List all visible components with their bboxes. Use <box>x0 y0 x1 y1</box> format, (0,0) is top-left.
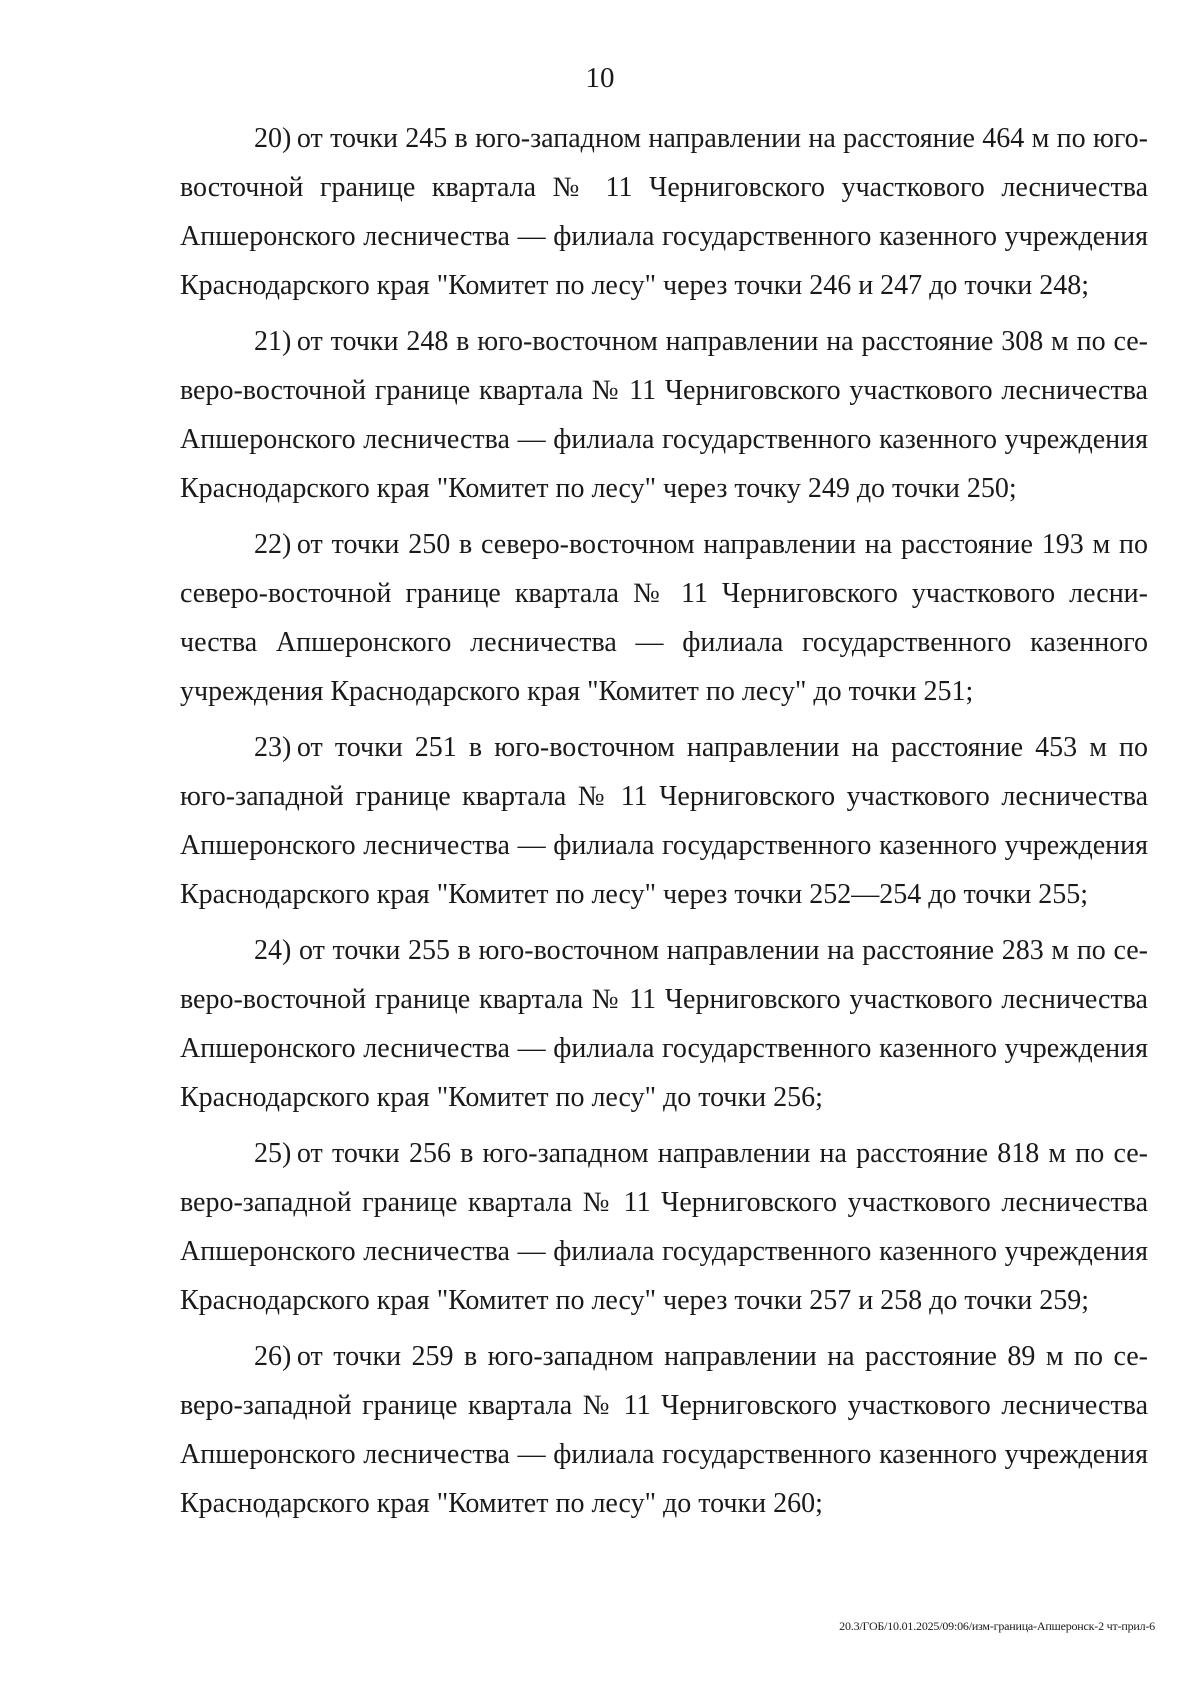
document-footer-code: 20.3/ГОБ/10.01.2025/09:06/изм-граница-Апшеронск-2 чт-прил-6 <box>839 1619 1155 1633</box>
document-body <box>180 114 1148 1535</box>
paragraph-23: 23) от точки 251 в юго-восточном направлении на расстояние 453 м по юго-западной границе квартала № 11 Черниговского участкового лесничества Апшеронского лесничества — филиала государственного казенного учреждения Краснодарского края "Комитет по лесу" через точки 252—254 до точки 255; <box>180 732 1148 910</box>
paragraph-25: 25) от точки 256 в юго-западном направлении на расстояние 818 м по северо-западной границе квартала № 11 Черниговского участкового лесничества Апшеронского лесничества — филиала государственного казенного учреждения Краснодарского края "Комитет по лесу" через точки 257 и 258 до точки 259; <box>180 1138 1148 1316</box>
paragraph-26: 26) от точки 259 в юго-западном направлении на расстояние 89 м по северо-западной границе квартала № 11 Черниговского участкового лесничества Апшеронского лесничества — филиала государственного казенного учреждения Краснодарского края "Комитет по лесу" до точки 260; <box>180 1341 1148 1519</box>
paragraph-22: 22) от точки 250 в северо-восточном направлении на расстояние 193 м по северо-восточной границе квартала № 11 Черниговского участкового лесничества Апшеронского лесничества — филиала государственного казенного учреждения Краснодарского края "Комитет по лесу" до точки 251; <box>180 529 1148 707</box>
paragraph-20: 20) от точки 245 в юго-западном направлении на расстояние 464 м по юго-восточной границе квартала № 11 Черниговского участкового лесничества Апшеронского лесничества — филиала государственного казенного учреждения Краснодарского края "Комитет по лесу" через точки 246 и 247 до точки 248; <box>180 123 1148 301</box>
page-number: 10 <box>585 62 615 94</box>
paragraph-24: 24) от точки 255 в юго-восточном направлении на расстояние 283 м по северо-восточной границе квартала № 11 Черниговского участкового лесничества Апшеронского лесничества — филиала государственного казенного учреждения Краснодарского края "Комитет по лесу" до точки 256; <box>180 935 1148 1113</box>
paragraph-21: 21) от точки 248 в юго-восточном направлении на расстояние 308 м по северо-восточной границе квартала № 11 Черниговского участкового лесничества Апшеронского лесничества — филиала государственного казенного учреждения Краснодарского края "Комитет по лесу" через точку 249 до точки 250; <box>180 326 1148 504</box>
